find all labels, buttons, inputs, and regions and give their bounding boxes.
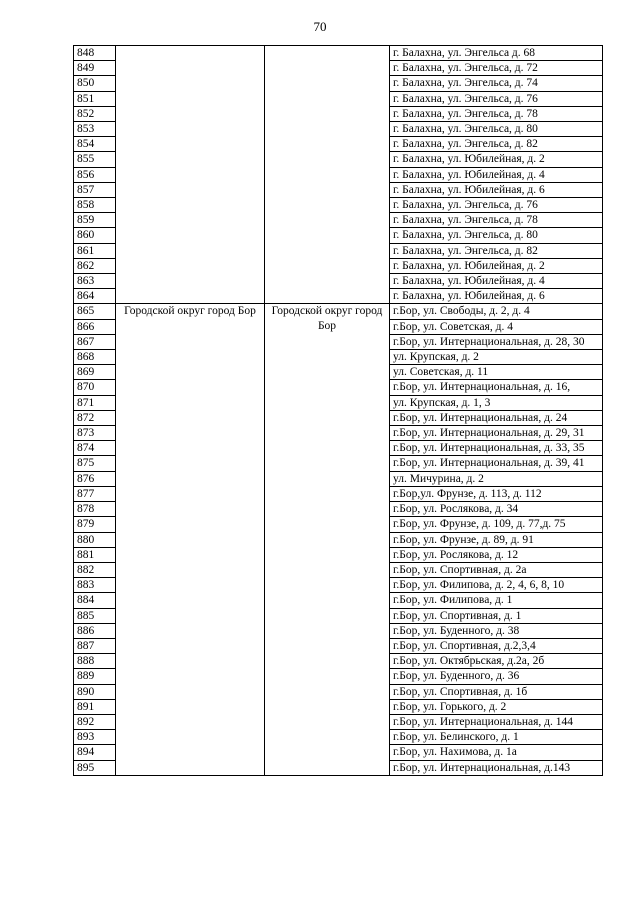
address-table-body <box>74 46 603 776</box>
address-cell: г. Балахна, ул. Энгельса, д. 78 <box>390 213 603 228</box>
row-number: 861 <box>74 243 116 258</box>
address-cell: ул. Советская, д. 11 <box>390 365 603 380</box>
address-cell: г.Бор, ул. Советская, д. 4 <box>390 319 603 334</box>
address-cell: г.Бор, ул. Филипова, д. 1 <box>390 593 603 608</box>
row-number: 891 <box>74 699 116 714</box>
row-number: 860 <box>74 228 116 243</box>
address-cell: ул. Крупская, д. 2 <box>390 350 603 365</box>
address-cell: г. Балахна, ул. Энгельса, д. 76 <box>390 198 603 213</box>
address-cell: г.Бор, ул. Интернациональная, д.143 <box>390 760 603 775</box>
address-cell: г. Балахна, ул. Юбилейная, д. 6 <box>390 289 603 304</box>
address-cell: г. Балахна, ул. Энгельса, д. 82 <box>390 137 603 152</box>
row-number: 848 <box>74 46 116 61</box>
row-number: 893 <box>74 730 116 745</box>
row-number: 877 <box>74 486 116 501</box>
address-cell: ул. Мичурина, д. 2 <box>390 471 603 486</box>
address-cell: г. Балахна, ул. Энгельса д. 68 <box>390 46 603 61</box>
row-number: 862 <box>74 258 116 273</box>
row-number: 852 <box>74 106 116 121</box>
row-number: 856 <box>74 167 116 182</box>
row-number: 855 <box>74 152 116 167</box>
row-number: 880 <box>74 532 116 547</box>
address-cell: г.Бор, ул. Свободы, д. 2, д. 4 <box>390 304 603 319</box>
address-cell: г.Бор, ул. Спортивная, д. 2а <box>390 562 603 577</box>
row-number: 886 <box>74 623 116 638</box>
row-number: 882 <box>74 562 116 577</box>
address-cell: г.Бор, ул. Буденного, д. 38 <box>390 623 603 638</box>
row-number: 853 <box>74 122 116 137</box>
address-cell: г.Бор, ул. Спортивная, д.2,3,4 <box>390 638 603 653</box>
district-cell <box>265 46 390 304</box>
row-number: 892 <box>74 714 116 729</box>
address-cell: г. Балахна, ул. Энгельса, д. 78 <box>390 106 603 121</box>
address-cell: г.Бор, ул. Спортивная, д. 1 <box>390 608 603 623</box>
row-number: 871 <box>74 395 116 410</box>
row-number: 887 <box>74 638 116 653</box>
address-cell: г.Бор, ул. Горького, д. 2 <box>390 699 603 714</box>
address-cell: г.Бор, ул. Рослякова, д. 12 <box>390 547 603 562</box>
address-cell: г. Балахна, ул. Юбилейная, д. 6 <box>390 182 603 197</box>
row-number: 867 <box>74 334 116 349</box>
address-cell: г. Балахна, ул. Энгельса, д. 76 <box>390 91 603 106</box>
row-number: 857 <box>74 182 116 197</box>
row-number: 869 <box>74 365 116 380</box>
address-table <box>73 45 603 776</box>
row-number: 873 <box>74 426 116 441</box>
municipality-cell <box>116 46 265 304</box>
row-number: 879 <box>74 517 116 532</box>
row-number: 874 <box>74 441 116 456</box>
address-cell: г.Бор, ул. Спортивная, д. 1б <box>390 684 603 699</box>
address-cell: г.Бор, ул. Октябрьская, д.2а, 2б <box>390 654 603 669</box>
address-cell: г. Балахна, ул. Энгельса, д. 72 <box>390 61 603 76</box>
row-number: 894 <box>74 745 116 760</box>
row-number: 878 <box>74 502 116 517</box>
row-number: 849 <box>74 61 116 76</box>
table-row <box>74 46 603 61</box>
address-cell: г. Балахна, ул. Юбилейная, д. 4 <box>390 167 603 182</box>
row-number: 895 <box>74 760 116 775</box>
row-number: 883 <box>74 578 116 593</box>
row-number: 872 <box>74 410 116 425</box>
address-cell: г. Балахна, ул. Юбилейная, д. 4 <box>390 274 603 289</box>
row-number: 870 <box>74 380 116 395</box>
district-cell: Городской округ город Бор <box>265 304 390 775</box>
address-cell: г.Бор, ул. Белинского, д. 1 <box>390 730 603 745</box>
address-cell: г. Балахна, ул. Юбилейная, д. 2 <box>390 152 603 167</box>
page-number: 70 <box>313 19 327 34</box>
address-cell: г.Бор, ул. Нахимова, д. 1а <box>390 745 603 760</box>
address-cell: ул. Крупская, д. 1, 3 <box>390 395 603 410</box>
row-number: 859 <box>74 213 116 228</box>
address-cell: г.Бор,ул. Фрунзе, д. 113, д. 112 <box>390 486 603 501</box>
address-cell: г.Бор, ул. Интернациональная, д. 16, <box>390 380 603 395</box>
address-cell: г.Бор, ул. Интернациональная, д. 29, 31 <box>390 426 603 441</box>
address-cell: г.Бор, ул. Фрунзе, д. 109, д. 77,д. 75 <box>390 517 603 532</box>
row-number: 864 <box>74 289 116 304</box>
row-number: 851 <box>74 91 116 106</box>
address-cell: г.Бор, ул. Интернациональная, д. 24 <box>390 410 603 425</box>
address-cell: г.Бор, ул. Интернациональная, д. 28, 30 <box>390 334 603 349</box>
address-cell: г.Бор, ул. Интернациональная, д. 33, 35 <box>390 441 603 456</box>
row-number: 881 <box>74 547 116 562</box>
address-cell: г.Бор, ул. Интернациональная, д. 39, 41 <box>390 456 603 471</box>
address-cell: г. Балахна, ул. Юбилейная, д. 2 <box>390 258 603 273</box>
row-number: 866 <box>74 319 116 334</box>
row-number: 885 <box>74 608 116 623</box>
row-number: 889 <box>74 669 116 684</box>
address-cell: г.Бор, ул. Филипова, д. 2, 4, 6, 8, 10 <box>390 578 603 593</box>
row-number: 890 <box>74 684 116 699</box>
address-cell: г. Балахна, ул. Энгельса, д. 80 <box>390 228 603 243</box>
address-cell: г.Бор, ул. Буденного, д. 36 <box>390 669 603 684</box>
row-number: 868 <box>74 350 116 365</box>
table-row <box>74 304 603 319</box>
row-number: 875 <box>74 456 116 471</box>
row-number: 884 <box>74 593 116 608</box>
row-number: 858 <box>74 198 116 213</box>
row-number: 865 <box>74 304 116 319</box>
address-cell: г.Бор, ул. Интернациональная, д. 144 <box>390 714 603 729</box>
row-number: 850 <box>74 76 116 91</box>
municipality-cell: Городской округ город Бор <box>116 304 265 775</box>
address-cell: г.Бор, ул. Фрунзе, д. 89, д. 91 <box>390 532 603 547</box>
row-number: 854 <box>74 137 116 152</box>
address-cell: г. Балахна, ул. Энгельса, д. 80 <box>390 122 603 137</box>
address-cell: г.Бор, ул. Рослякова, д. 34 <box>390 502 603 517</box>
row-number: 863 <box>74 274 116 289</box>
address-cell: г. Балахна, ул. Энгельса, д. 74 <box>390 76 603 91</box>
row-number: 888 <box>74 654 116 669</box>
row-number: 876 <box>74 471 116 486</box>
address-cell: г. Балахна, ул. Энгельса, д. 82 <box>390 243 603 258</box>
